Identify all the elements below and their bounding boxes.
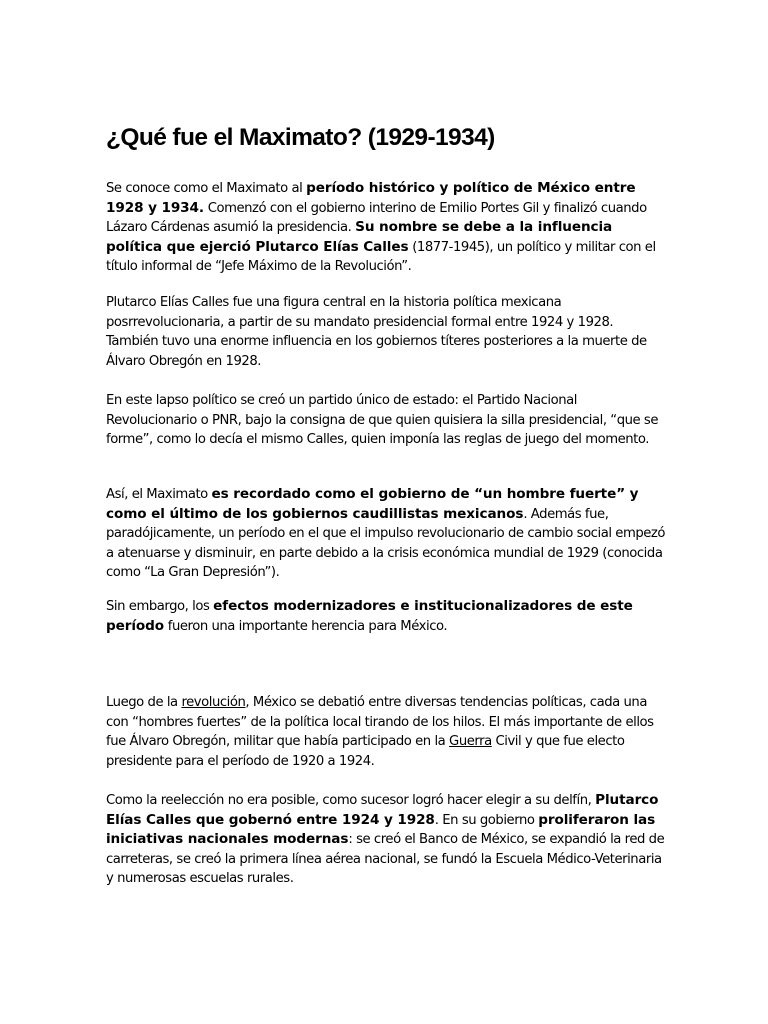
bold-text: Plutarco Elías Calles que gobernó entre 1924 y 1928 <box>106 792 659 828</box>
paragraph-text: . Además fue, paradójicamente, un período en el que el impulso revolucionario de cambio social empezó a atenuarse y disminuir, en parte debido a la crisis económica mundial de 1929 (conocida como “La Gran Depresión”). <box>106 506 666 581</box>
paragraph-text: Sin embargo, los <box>106 599 214 614</box>
link-guerra[interactable]: Guerra <box>449 734 492 750</box>
link-revolucion[interactable]: revolución <box>181 695 246 710</box>
bold-text: efectos modernizadores e institucionalizadores de este período <box>106 598 633 634</box>
paragraph-text: Se conoce como el Maximato al <box>106 181 307 196</box>
paragraph-reeleccion <box>106 791 666 889</box>
bold-text: es recordado como el gobierno de “un hombre fuerte” y como el último de los gobiernos caudillistas mexicanos <box>106 486 639 522</box>
bold-text: período histórico y político de México entre 1928 y 1934. <box>106 180 636 216</box>
paragraph-text: Así, el Maximato <box>106 487 212 502</box>
paragraph-intro <box>106 179 666 277</box>
paragraph-text: . En su gobierno <box>434 812 539 828</box>
paragraph-hombre-fuerte <box>106 485 666 583</box>
paragraph-calles: Plutarco Elías Calles fue una figura central en la historia política mexicana posrrevolucionaria, a partir de su mandato presidencial formal entre 1924 y 1928. También tuvo una enorme influencia en los gobiernos títeres posteriores a la muerte de Álvaro Obregón en 1928. <box>106 295 647 369</box>
paragraph-text: Civil y que fue electo presidente para el período de 1920 a 1924. <box>106 734 625 769</box>
paragraph-text: : se creó el Banco de México, se expandió la red de carreteras, se creó la primera línea aérea nacional, se fundó la Escuela Médico-Veterinaria y numerosas escuelas rurales. <box>106 832 665 887</box>
page-title: ¿Qué fue el Maximato? (1929-1934) <box>106 124 495 151</box>
paragraph-text: Luego de la <box>106 695 182 710</box>
paragraph-text: (1877-1945), un político y militar con el título informal de “Jefe Máximo de la Revolución”. <box>106 239 656 275</box>
paragraph-text: , México se debatió entre diversas tendencias políticas, cada una con “hombres fuertes” de la política local tirando de los hilos. El más importante de ellos fue Álvaro Obregón, militar que había participado en la <box>106 695 654 750</box>
paragraph-text: fueron una importante herencia para México. <box>164 618 448 634</box>
paragraph-text: Como la reelección no era posible, como sucesor logró hacer elegir a su delfín, <box>106 793 596 808</box>
paragraph-pnr: En este lapso político se creó un partido único de estado: el Partido Nacional Revolucionario o PNR, bajo la consigna de que quien quisiera la silla presidencial, “que se forme”, como lo decía el mismo Calles, quien imponía las reglas de juego del momento. <box>106 393 659 448</box>
bold-text: Su nombre se debe a la influencia política que ejerció Plutarco Elías Calles <box>106 219 613 255</box>
paragraph-revolucion <box>106 693 666 771</box>
paragraph-herencia <box>106 597 666 636</box>
bold-text: proliferaron las iniciativas nacionales modernas <box>106 811 656 848</box>
paragraph-text: Comenzó con el gobierno interino de Emilio Portes Gil y finalizó cuando Lázaro Cárdenas asumió la presidencia. <box>106 200 647 236</box>
